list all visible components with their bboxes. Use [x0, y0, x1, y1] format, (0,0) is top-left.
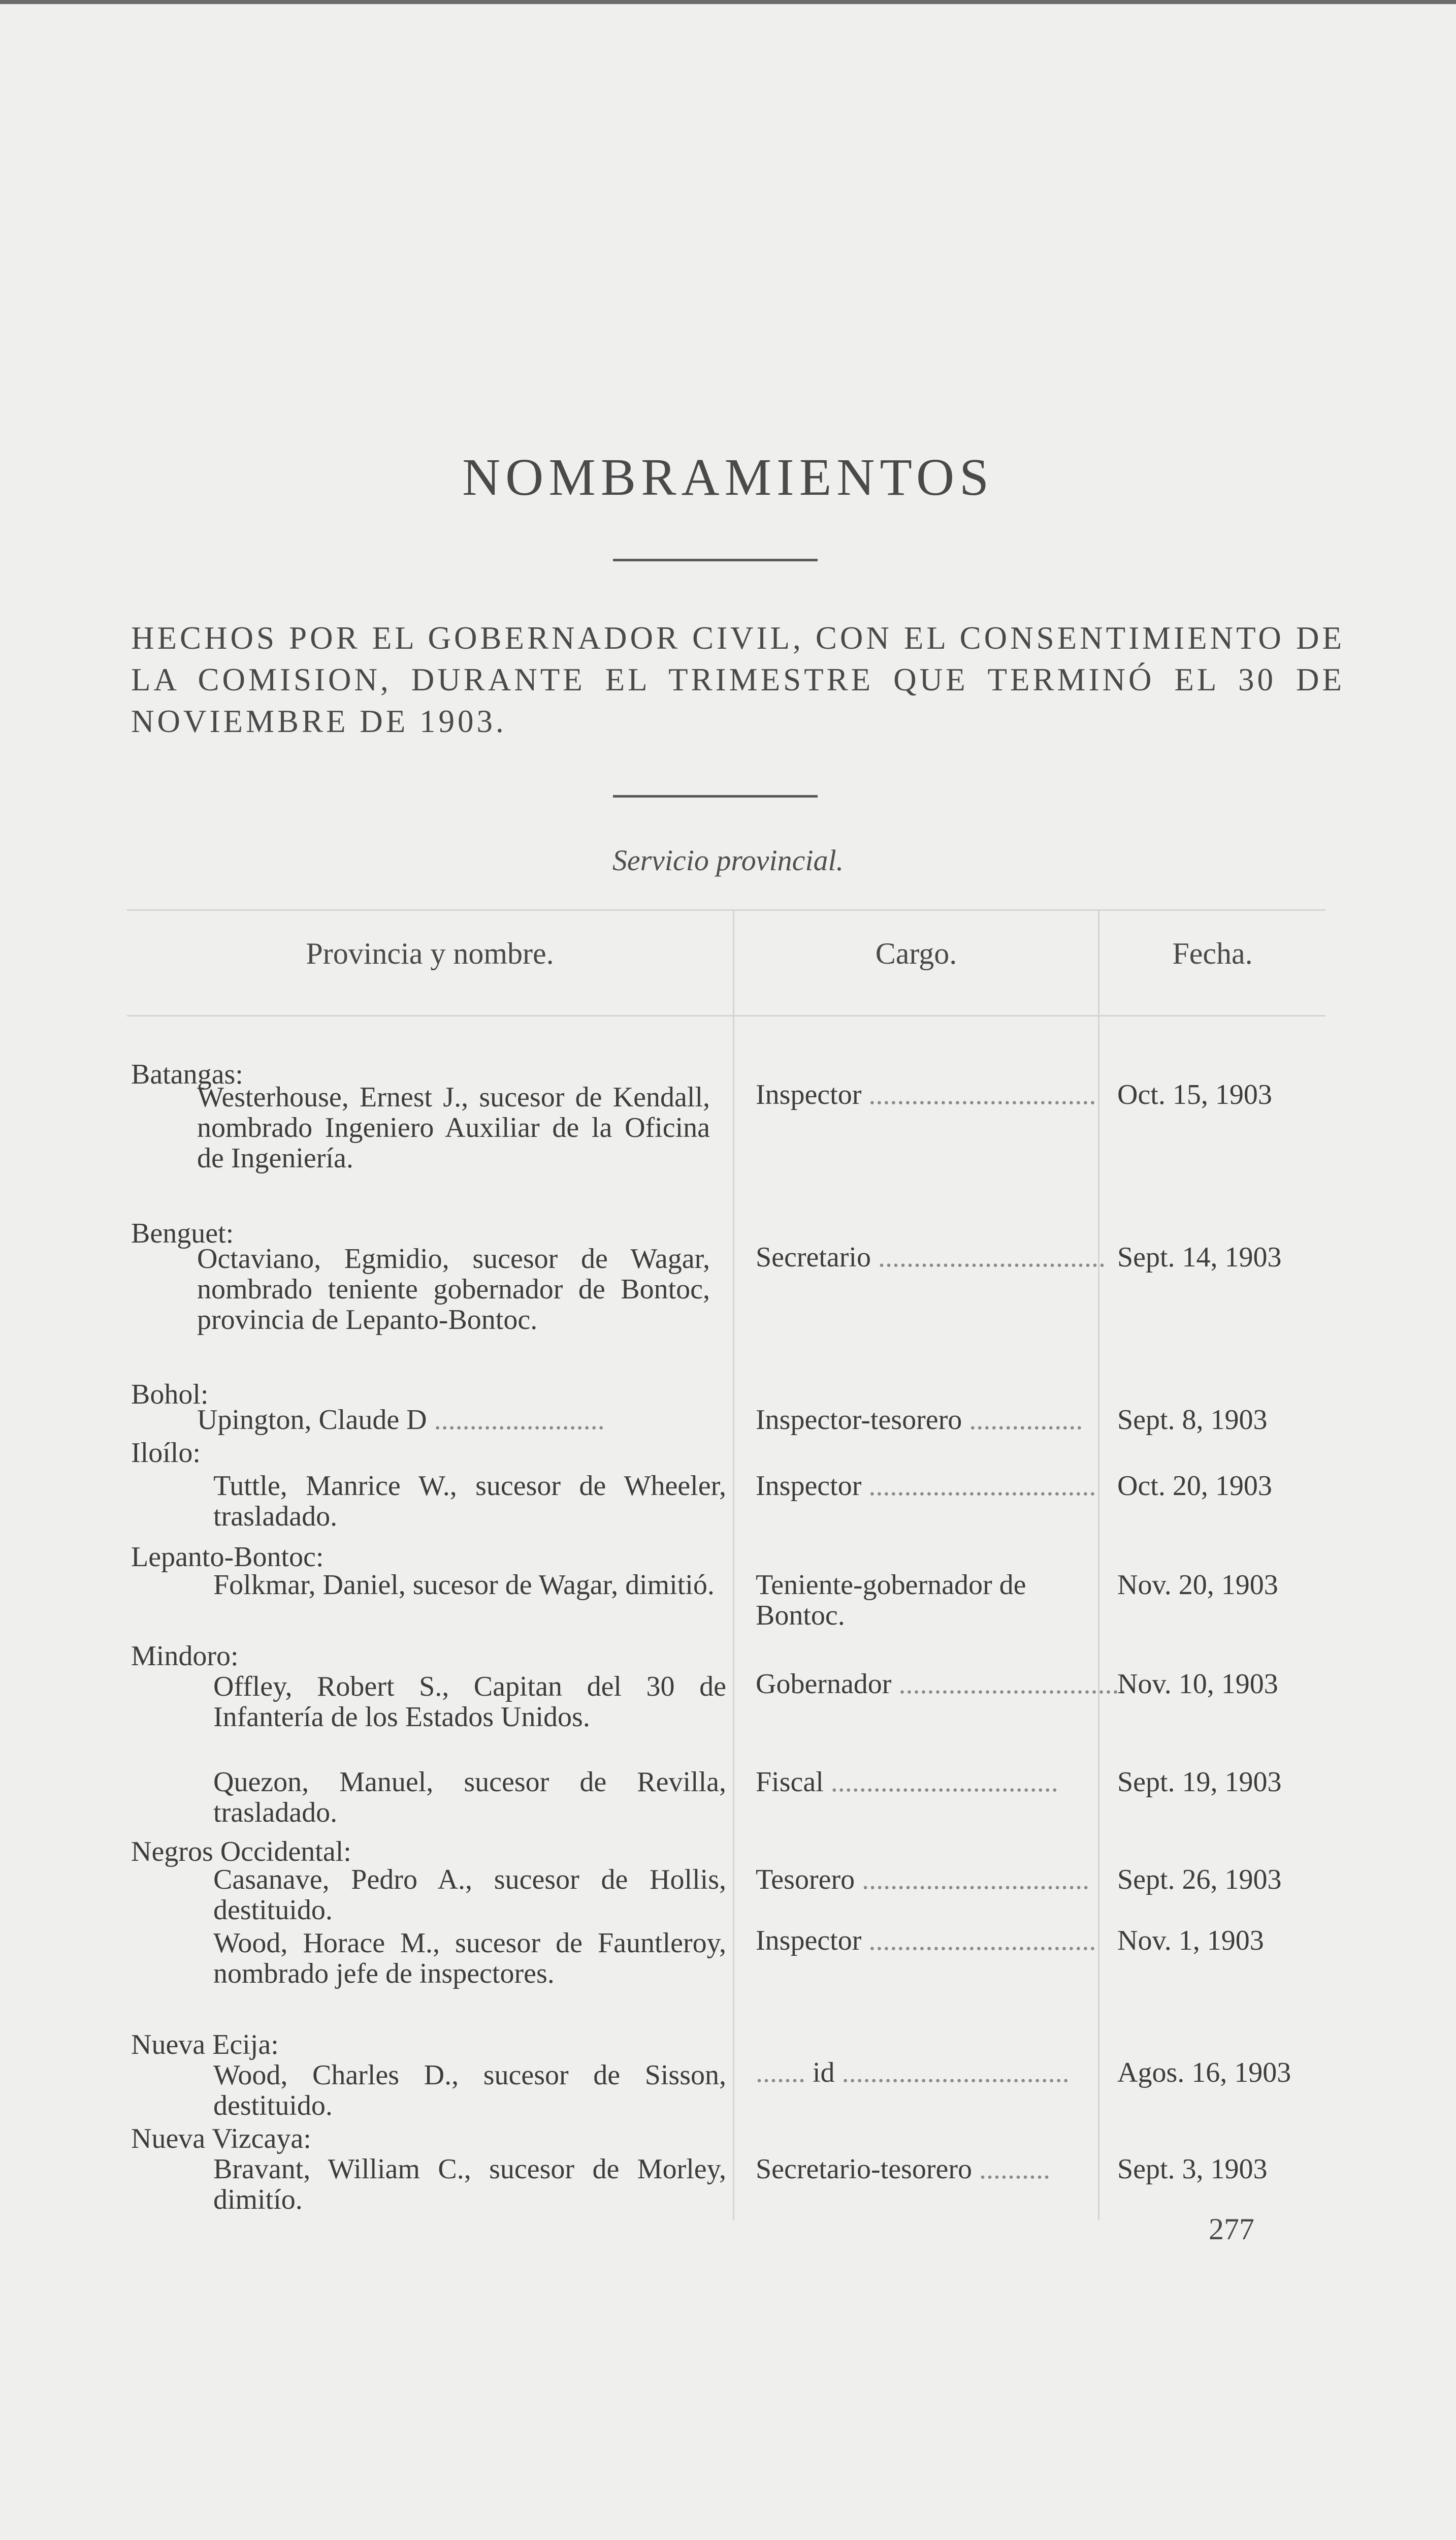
appointee-name: Casanave, Pedro A., sucesor de Hollis, destituido. — [213, 1864, 726, 1926]
table-header-rule — [127, 1015, 1325, 1017]
appointee-name: Tuttle, Manrice W., sucesor de Wheeler, trasladado. — [213, 1470, 726, 1532]
subtitle-rule — [613, 795, 818, 798]
province-label: Negros Occidental: — [131, 1836, 351, 1867]
appointee-name: Upington, Claude D ........................ — [197, 1404, 605, 1436]
appointment-date: Agos. 16, 1903 — [1117, 2057, 1291, 2088]
table-row-cargo: Inspector ................................ — [756, 1079, 1096, 1110]
table-row-cargo: Fiscal ................................ — [756, 1766, 1058, 1798]
province-label: Nueva Vizcaya: — [131, 2123, 311, 2154]
appointee-name: Wood, Charles D., sucesor de Sisson, destituido. — [213, 2059, 726, 2121]
appointment-date: Sept. 3, 1903 — [1117, 2153, 1268, 2185]
table-top-rule — [127, 909, 1325, 911]
province-label: Iloílo: — [131, 1437, 201, 1469]
column-divider — [1098, 909, 1099, 2220]
province-label: Batangas: — [131, 1059, 243, 1090]
table-row-cargo: Secretario-tesorero .......... — [756, 2153, 1050, 2185]
page-title: NOMBRAMIENTOS — [462, 448, 994, 506]
table-row-cargo: Teniente-gobernador de Bontoc. — [756, 1569, 1026, 1631]
column-header-provincia: Provincia y nombre. — [306, 937, 554, 970]
section-heading: Servicio provincial. — [612, 844, 844, 877]
appointment-date: Sept. 14, 1903 — [1117, 1242, 1282, 1273]
page-edge-top — [0, 0, 1456, 4]
appointment-date: Sept. 26, 1903 — [1117, 1864, 1282, 1895]
appointment-date: Sept. 19, 1903 — [1117, 1766, 1282, 1798]
appointment-date: Oct. 15, 1903 — [1117, 1079, 1272, 1110]
page-subtitle: HECHOS POR EL GOBERNADOR CIVIL, CON EL CONSENTIMIENTO DE LA COMISION, DURANTE EL TRIMESTRE QUE TERMINÓ EL 30 DE NOVIEMBRE DE 1903. — [131, 620, 1345, 739]
province-label: Nueva Ecija: — [131, 2029, 279, 2060]
appointee-name: Westerhouse, Ernest J., sucesor de Kendall, nombrado Ingeniero Auxiliar de la Oficina de Ingeniería. — [197, 1082, 710, 1174]
appointee-name: Quezon, Manuel, sucesor de Revilla, trasladado. — [213, 1766, 726, 1828]
appointee-name: Bravant, William C., sucesor de Morley, dimitío. — [213, 2153, 726, 2215]
appointment-date: Nov. 10, 1903 — [1117, 1668, 1278, 1700]
table-row-cargo: Inspector ................................ — [756, 1470, 1096, 1502]
column-header-cargo: Cargo. — [875, 937, 957, 970]
column-header-fecha: Fecha. — [1172, 937, 1253, 970]
province-label: Lepanto-Bontoc: — [131, 1541, 324, 1573]
page-number: 277 — [1209, 2212, 1254, 2246]
province-label: Mindoro: — [131, 1640, 239, 1672]
table-row-cargo: Tesorero ................................ — [756, 1864, 1090, 1895]
appointment-date: Nov. 1, 1903 — [1117, 1925, 1264, 1956]
table-row-cargo: Gobernador ................................ — [756, 1668, 1126, 1700]
table-row-cargo: Secretario ................................ — [756, 1242, 1106, 1273]
appointment-date: Sept. 8, 1903 — [1117, 1404, 1268, 1436]
appointment-date: Nov. 20, 1903 — [1117, 1569, 1278, 1601]
table-row-cargo: Inspector-tesorero ................ — [756, 1404, 1083, 1436]
appointee-name: Wood, Horace M., sucesor de Fauntleroy, nombrado jefe de inspectores. — [213, 1927, 726, 1989]
table-row-cargo: ....... id ................................ — [756, 2057, 1070, 2088]
appointment-date: Oct. 20, 1903 — [1117, 1470, 1272, 1502]
appointee-name: Folkmar, Daniel, sucesor de Wagar, dimitió. — [213, 1569, 715, 1601]
province-label: Bohol: — [131, 1379, 209, 1410]
table-row-cargo: Inspector ................................ — [756, 1925, 1096, 1956]
province-label: Benguet: — [131, 1218, 234, 1249]
column-divider — [733, 909, 734, 2220]
appointee-name: Offley, Robert S., Capitan del 30 de Infantería de los Estados Unidos. — [213, 1671, 726, 1733]
title-rule — [613, 559, 818, 561]
appointee-name: Octaviano, Egmidio, sucesor de Wagar, nombrado teniente gobernador de Bontoc, provincia de Lepanto-Bontoc. — [197, 1243, 710, 1336]
